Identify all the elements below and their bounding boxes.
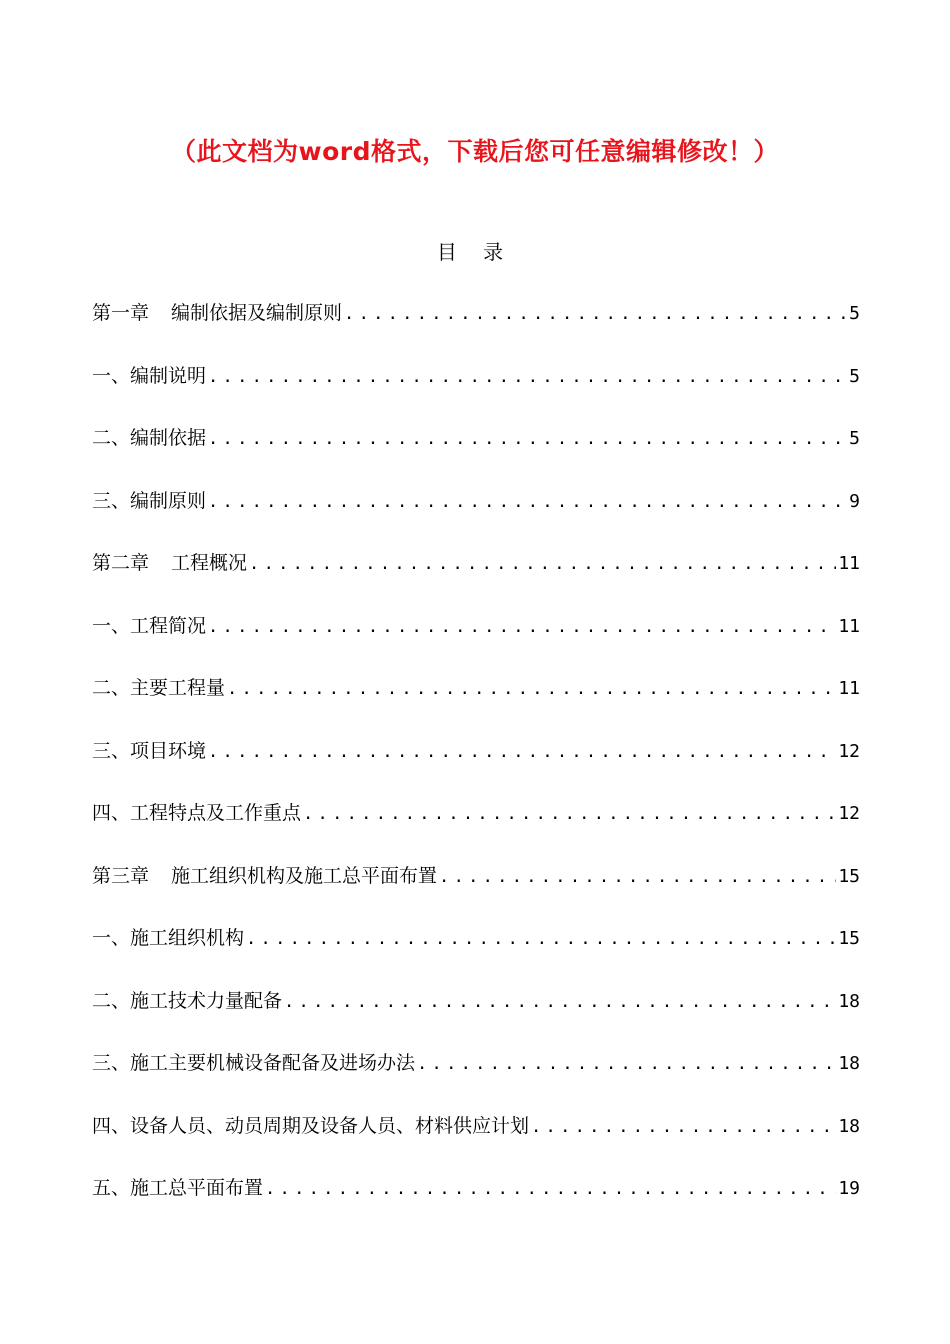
- toc-page-number: 12: [838, 740, 860, 762]
- toc-page-number: 15: [838, 865, 860, 887]
- toc-entry-label: 编制依据及编制原则: [171, 302, 343, 324]
- toc-dot-leader: [284, 982, 836, 1022]
- toc-entry-label: 三、项目环境: [92, 739, 207, 762]
- toc-entry-label: 一、编制说明: [92, 364, 207, 387]
- toc-chapter-prefix: 第三章: [92, 864, 150, 887]
- toc-entry[interactable]: [92, 293, 860, 356]
- toc-page-number: 11: [838, 615, 860, 637]
- toc-entry-label: 二、施工技术力量配备: [92, 989, 283, 1012]
- toc-entry-label: 二、编制依据: [92, 427, 207, 449]
- toc-dot-leader: [344, 294, 847, 334]
- toc-page-number: 9: [849, 490, 860, 512]
- toc-entry[interactable]: [92, 1043, 860, 1106]
- toc-page-number: 5: [849, 365, 860, 387]
- toc-entry[interactable]: [92, 668, 860, 731]
- toc-entry-label: 工程概况: [171, 552, 248, 574]
- toc-entry[interactable]: [92, 793, 860, 856]
- toc-dot-leader: [208, 357, 847, 397]
- toc-entry[interactable]: [92, 981, 860, 1044]
- toc-page-number: 11: [838, 678, 860, 699]
- toc-entry-label: 一、工程简况: [92, 614, 207, 637]
- toc-dot-leader: [531, 1107, 836, 1147]
- toc-dot-leader: [208, 732, 836, 772]
- toc-page-number: 5: [849, 303, 860, 324]
- toc-page-number: 18: [838, 1115, 860, 1137]
- toc-entry-label: 三、施工主要机械设备配备及进场办法: [92, 1052, 416, 1074]
- toc-dot-leader: [303, 794, 836, 834]
- toc-page-number: 5: [849, 428, 860, 449]
- toc-dot-leader: [208, 419, 847, 459]
- toc-entry[interactable]: [92, 418, 860, 481]
- toc-entry-label: 三、编制原则: [92, 489, 207, 512]
- toc-entry[interactable]: [92, 543, 860, 606]
- toc-entry-label: 施工组织机构及施工总平面布置: [171, 864, 438, 887]
- toc-dot-leader: [249, 544, 836, 584]
- toc-entry-label: 二、主要工程量: [92, 677, 226, 699]
- toc-dot-leader: [439, 857, 836, 897]
- toc-dot-leader: [265, 1169, 836, 1209]
- table-of-contents: [92, 293, 860, 1231]
- toc-entry[interactable]: [92, 856, 860, 919]
- toc-page-number: 19: [838, 1178, 860, 1199]
- toc-dot-leader: [227, 669, 836, 709]
- toc-title: 目 录: [436, 240, 514, 264]
- toc-entry[interactable]: [92, 1106, 860, 1169]
- toc-entry[interactable]: [92, 1168, 860, 1231]
- toc-entry[interactable]: [92, 481, 860, 544]
- toc-entry-label: 四、设备人员、动员周期及设备人员、材料供应计划: [92, 1114, 530, 1137]
- toc-entry[interactable]: [92, 731, 860, 794]
- toc-entry[interactable]: [92, 606, 860, 669]
- toc-dot-leader: [208, 607, 836, 647]
- toc-page-number: 15: [838, 928, 860, 949]
- toc-entry-label: 一、施工组织机构: [92, 927, 245, 949]
- format-notice: （此文档为word格式，下载后您可任意编辑修改！）: [171, 137, 779, 166]
- toc-chapter-prefix: 第二章: [92, 552, 150, 574]
- toc-page-number: 18: [838, 1053, 860, 1074]
- toc-page-number: 12: [838, 803, 860, 824]
- toc-page-number: 11: [838, 553, 860, 574]
- toc-entry-label: 五、施工总平面布置: [92, 1177, 264, 1199]
- toc-entry[interactable]: [92, 918, 860, 981]
- toc-entry-label: 四、工程特点及工作重点: [92, 802, 302, 824]
- toc-entry[interactable]: [92, 356, 860, 419]
- toc-dot-leader: [417, 1044, 836, 1084]
- toc-page-number: 18: [838, 990, 860, 1012]
- toc-chapter-prefix: 第一章: [92, 302, 150, 324]
- toc-dot-leader: [246, 919, 836, 959]
- toc-dot-leader: [208, 482, 847, 522]
